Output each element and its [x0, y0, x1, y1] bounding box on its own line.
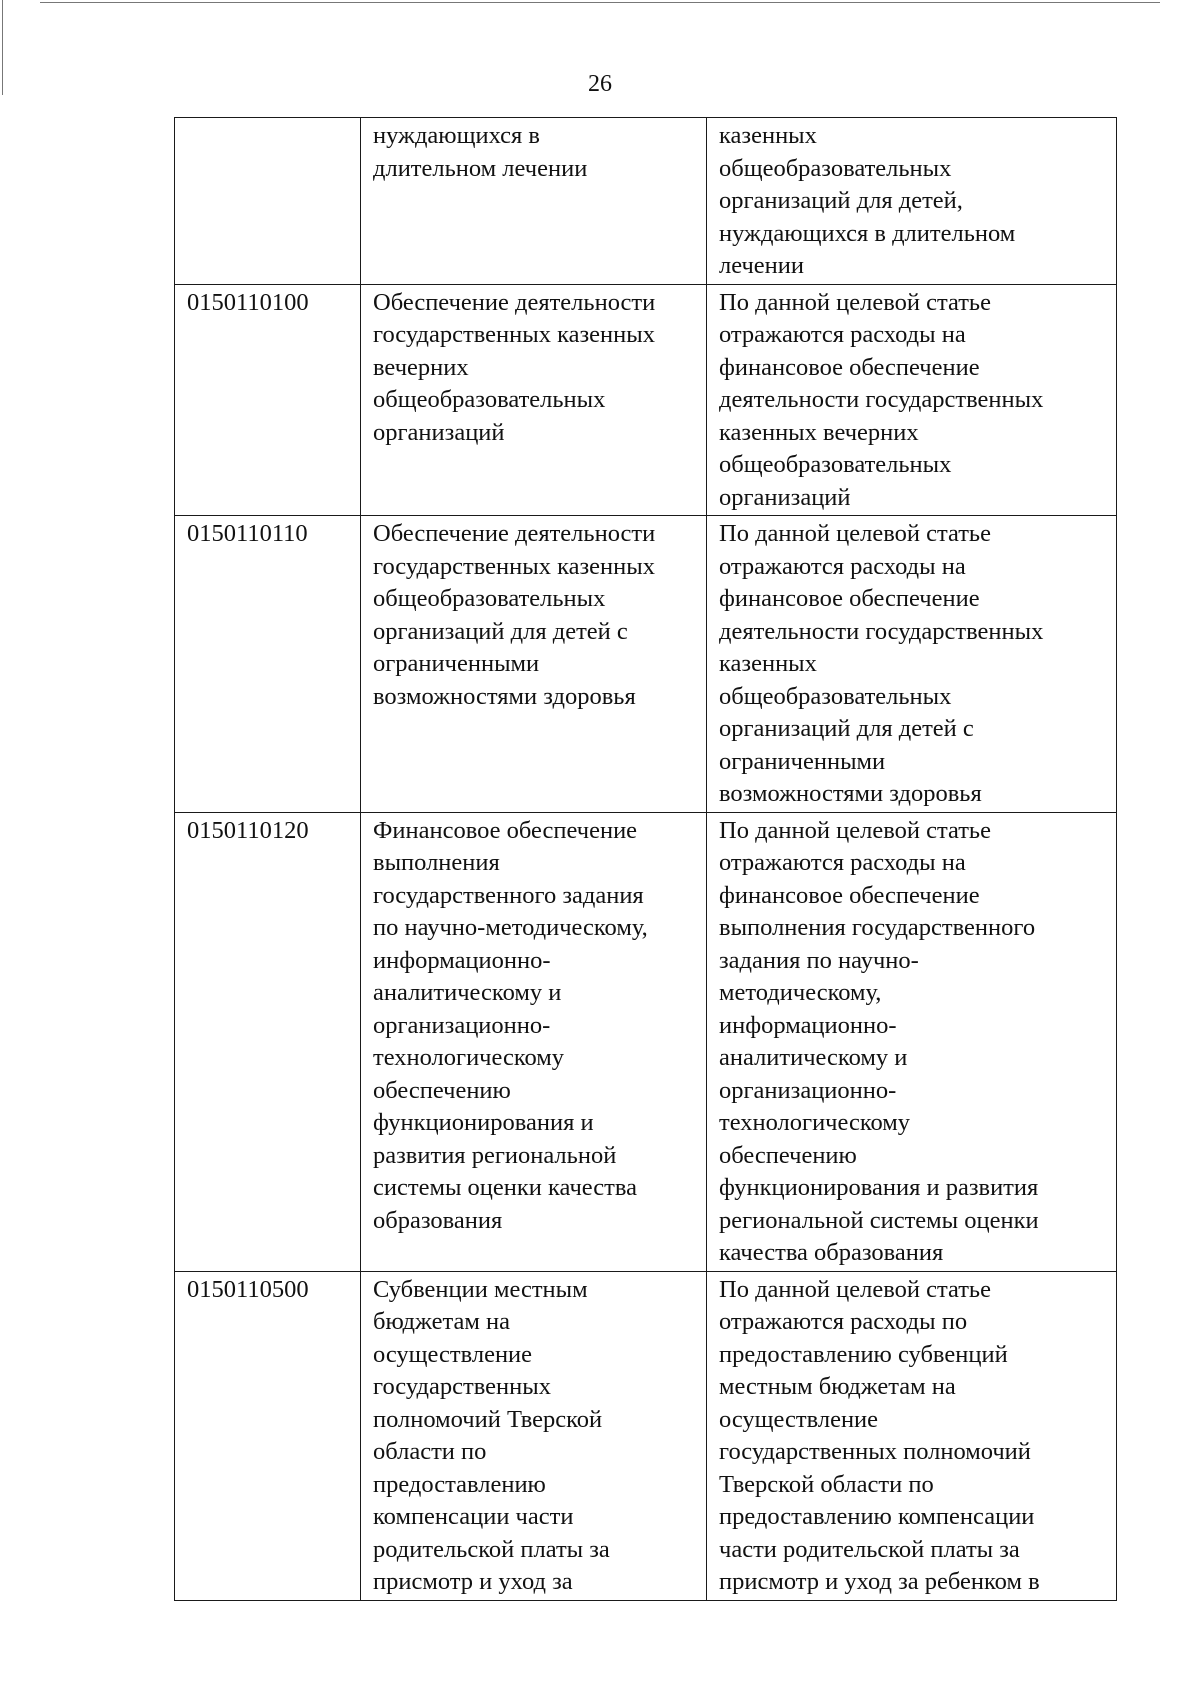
table-row: [175, 812, 1117, 1271]
name-cell: нуждающихся в длительном лечении: [361, 118, 707, 285]
description-cell: казенных общеобразовательных организаций для детей, нуждающихся в длительном лечении: [707, 118, 1117, 285]
table-row: [175, 118, 1117, 285]
description-cell: По данной целевой статье отражаются расходы по предоставлению субвенций местным бюджетам на осуществление государственных полномочий Тверской области по предоставлению компенсации части родительской платы за присмотр и уход за ребенком в: [707, 1271, 1117, 1600]
budget-classification-table: [174, 117, 1117, 1601]
code-cell: 0150110110: [175, 516, 361, 813]
code-cell: 0150110100: [175, 284, 361, 516]
table-row: [175, 284, 1117, 516]
name-cell: Финансовое обеспечение выполнения государственного задания по научно-методическому, информационно- аналитическому и организационно- технологическому обеспечению функционирования и развития региональной системы оценки качества образования: [361, 812, 707, 1271]
description-cell: По данной целевой статье отражаются расходы на финансовое обеспечение деятельности государственных казенных вечерних общеобразовательных организаций: [707, 284, 1117, 516]
code-cell: 0150110120: [175, 812, 361, 1271]
name-cell: Обеспечение деятельности государственных казенных общеобразовательных организаций для детей с ограниченными возможностями здоровья: [361, 516, 707, 813]
code-cell: [175, 118, 361, 285]
description-cell: По данной целевой статье отражаются расходы на финансовое обеспечение выполнения государственного задания по научно- методическому, информационно- аналитическому и организационно- технологическому обеспечению функционирования и развития региональной системы оценки качества образования: [707, 812, 1117, 1271]
table-row: [175, 1271, 1117, 1600]
code-cell: 0150110500: [175, 1271, 361, 1600]
table-row: [175, 516, 1117, 813]
description-cell: По данной целевой статье отражаются расходы на финансовое обеспечение деятельности государственных казенных общеобразовательных организаций для детей с ограниченными возможностями здоровья: [707, 516, 1117, 813]
name-cell: Обеспечение деятельности государственных казенных вечерних общеобразовательных организаций: [361, 284, 707, 516]
name-cell: Субвенции местным бюджетам на осуществление государственных полномочий Тверской области по предоставлению компенсации части родительской платы за присмотр и уход за: [361, 1271, 707, 1600]
page-number: 26: [588, 71, 612, 97]
scan-edge-top: [40, 2, 1160, 3]
